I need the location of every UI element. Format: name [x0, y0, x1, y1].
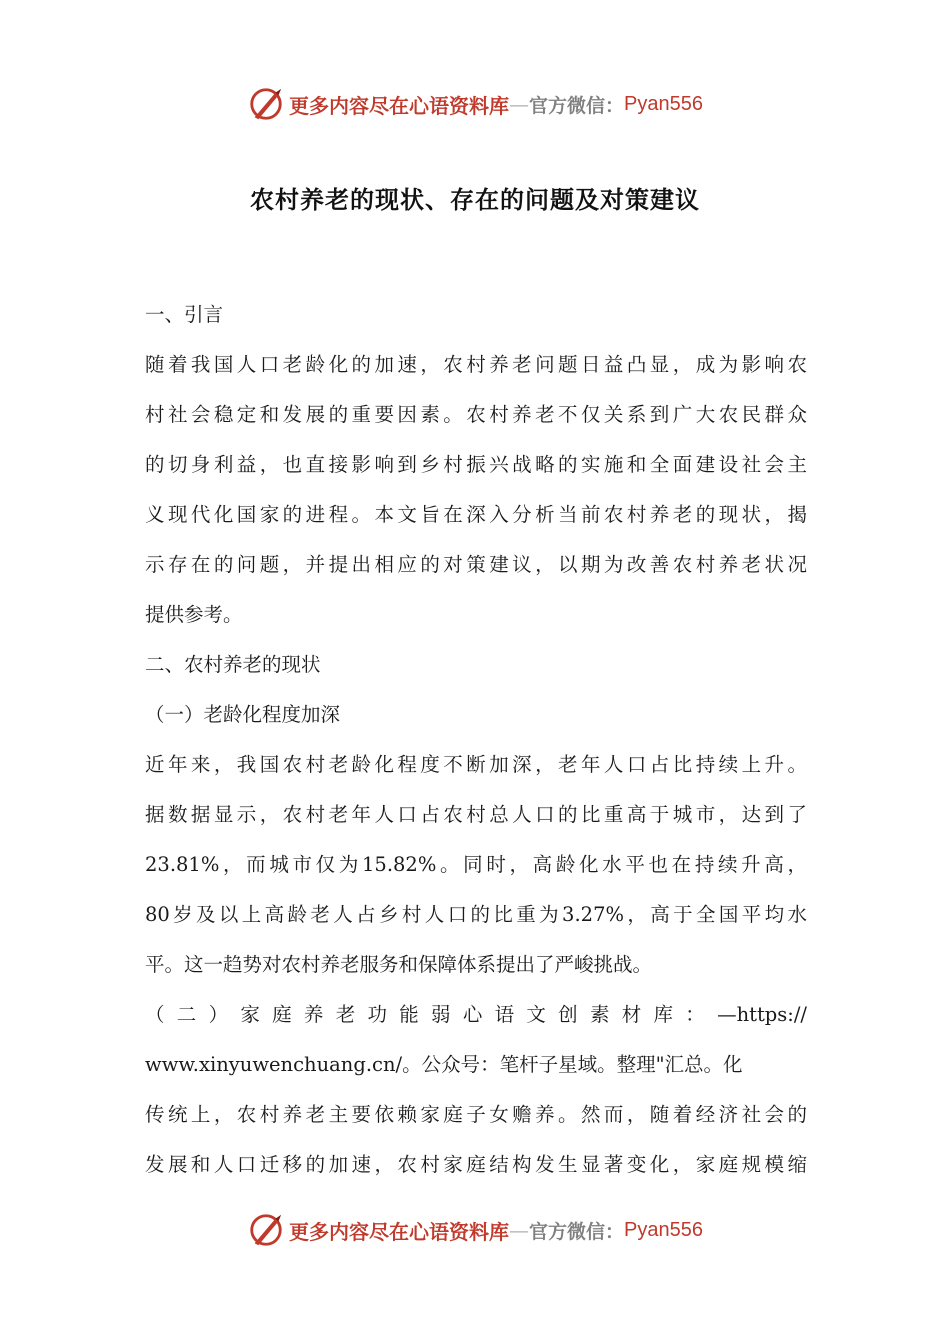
body-line: 传统上，农村养老主要依赖家庭子女赡养。然而，随着经济社会的 — [145, 1103, 807, 1126]
quill-logo-icon — [247, 85, 285, 123]
body-line: 随着我国人口老龄化的加速，农村养老问题日益凸显，成为影响农 — [145, 353, 807, 376]
document-title: 农村养老的现状、存在的问题及对策建议 — [250, 186, 700, 214]
watermark-wechat-id: Pyan556 — [624, 1218, 703, 1241]
body-line: 23.81%，而城市仅为15.82%。同时，高龄化水平也在持续升高， — [145, 853, 807, 876]
heading-current-situation: 二、农村养老的现状 — [145, 653, 321, 676]
heading-introduction: 一、引言 — [145, 303, 224, 326]
body-line: 示存在的问题，并提出相应的对策建议，以期为改善农村养老状况 — [145, 553, 807, 576]
watermark-wechat-id: Pyan556 — [624, 92, 703, 115]
body-line: 提供参考。 — [145, 603, 243, 626]
document-body — [145, 290, 807, 1190]
body-line: 80岁及以上高龄老人占乡村人口的比重为3.27%，高于全国平均水 — [145, 903, 807, 926]
watermark-wechat-label: 官方微信： — [529, 1220, 625, 1243]
subheading-family-care: （二）家庭养老功能弱心语文创素材库：—https:// — [145, 1003, 807, 1026]
body-line-url: www.xinyuwenchuang.cn/。公众号：笔杆子星域。整理"汇总。化 — [145, 1053, 743, 1076]
body-line: 义现代化国家的进程。本文旨在深入分析当前农村养老的现状，揭 — [145, 503, 807, 526]
body-line: 的切身利益，也直接影响到乡村振兴战略的实施和全面建设社会主 — [145, 453, 807, 476]
body-line: 据数据显示，农村老年人口占农村总人口的比重高于城市，达到了 — [145, 803, 807, 826]
watermark-text: 更多内容尽在心语资料库 — [289, 93, 509, 118]
quill-logo-icon — [247, 1211, 285, 1249]
watermark-dash: — — [509, 92, 529, 116]
watermark-header — [0, 82, 950, 126]
subheading-aging: （一）老龄化程度加深 — [145, 703, 341, 726]
body-line: 村社会稳定和发展的重要因素。农村养老不仅关系到广大农民群众 — [145, 403, 807, 426]
body-line: 平。这一趋势对农村养老服务和保障体系提出了严峻挑战。 — [145, 953, 653, 976]
body-line: 发展和人口迁移的加速，农村家庭结构发生显著变化，家庭规模缩 — [145, 1153, 807, 1176]
watermark-footer — [0, 1208, 950, 1252]
body-line: 近年来，我国农村老龄化程度不断加深，老年人口占比持续上升。 — [145, 753, 807, 776]
watermark-dash: — — [509, 1218, 529, 1242]
watermark-wechat-label: 官方微信： — [529, 94, 625, 117]
watermark-text: 更多内容尽在心语资料库 — [289, 1219, 509, 1244]
